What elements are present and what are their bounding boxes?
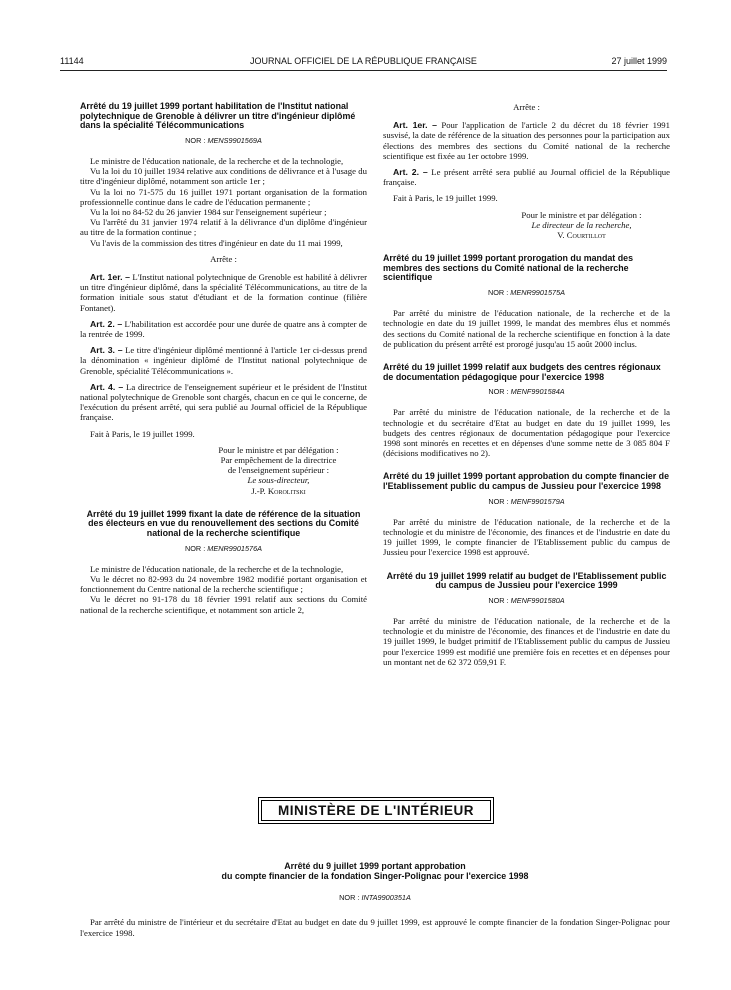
- paragraph: Par arrêté du ministre de l'éducation nationale, de la recherche et de la technologie en date du 19 juillet 1999, le mandat des membres élus et nommés des sections du Comité national de la recherche scientifique en fonction à la date de publication du présent arrêté est prorogé jusqu'au 15 août 2000 inclus.: [383, 308, 670, 349]
- paragraph: Par arrêté du ministre de l'éducation nationale, de la recherche et de la technologie et du secrétaire d'Etat au budget en date du 19 juillet 1999, les budgets des centres régionaux de documentation pédagogique pour l'exercice 1998 sont minorés en recettes et en dépenses d'une somme nette de 3 085 804 F (décisions modificatives no 2).: [383, 407, 670, 459]
- article: Art. 4. – La directrice de l'enseignement supérieur et le président de l'Institut national polytechnique de Grenoble sont chargés, chacun en ce qui le concerne, de l'exécution du présent arrêté, qui sera publié au Journal officiel de la République française.: [80, 381, 367, 423]
- paragraph: Le ministre de l'éducation nationale, de la recherche et de la technologie,: [90, 563, 344, 574]
- article: Art. 2. – Le présent arrêté sera publié au Journal officiel de la République française.: [383, 167, 670, 188]
- arrete-heading: Arrête :: [210, 253, 237, 264]
- signature-block: Pour le ministre et par délégation : Par empêchement de la directrice de l'enseignement supérieur : Le sous-directeur, J.-P. Korolitski: [218, 444, 339, 496]
- signing-place-date: Fait à Paris, le 19 juillet 1999.: [90, 428, 195, 439]
- decree-title: Arrêté du 19 juillet 1999 portant prorogation du mandat des membres des sections du Comité national de la recherche scientifique: [383, 253, 634, 283]
- decree-title: Arrêté du 19 juillet 1999 fixant la date de référence de la situation des électeurs en vue du renouvellement des sections du Comité national de la recherche scientifique: [86, 508, 361, 539]
- nor-reference: NOR : INTA9900351A: [339, 893, 411, 903]
- article: Art. 3. – Le titre d'ingénieur diplômé mentionné à l'article 1er ci-dessus prend la dénomination « ingénieur diplômé de l'Institut national polytechnique de Grenoble, spécialité Télécommunications ».: [80, 345, 367, 376]
- paragraph: Vu l'arrêté du 31 janvier 1974 relatif à la délivrance d'un diplôme d'ingénieur au titre de la formation continue ;: [80, 217, 367, 238]
- nor-reference: NOR : MENR9901575A: [487, 288, 566, 298]
- paragraph: Vu le décret no 91-178 du 18 février 1991 relatif aux sections du Comité national de la recherche scientifique, et notamment son article 2,: [80, 594, 367, 615]
- article: Art. 2. – L'habilitation est accordée pour une durée de quatre ans à compter de la rentrée de 1999.: [80, 318, 367, 340]
- decree-title: Arrêté du 19 juillet 1999 portant approbation du compte financier de l'Etablissement public du campus de Jussieu pour l'exercice 1998: [383, 471, 670, 492]
- page-number: 11144: [60, 56, 84, 66]
- left-column: [80, 102, 367, 615]
- nor-reference: NOR : MENS9901569A: [185, 135, 262, 145]
- decree-title: Arrêté du 19 juillet 1999 relatif aux budgets des centres régionaux de documentation pédagogique pour l'exercice 1998: [383, 362, 661, 382]
- ministry-heading: MINISTÈRE DE L'INTÉRIEUR: [258, 797, 494, 824]
- issue-date: 27 juillet 1999: [611, 56, 667, 66]
- paragraph: Par arrêté du ministre de l'intérieur et du secrétaire d'Etat au budget en date du 9 juillet 1999, est approuvé le compte financier de la fondation Singer-Polignac pour l'exercice 1998.: [80, 917, 670, 938]
- paragraph: Par arrêté du ministre de l'éducation nationale, de la recherche et de la technologie et du ministre de l'économie, des finances et de l'industrie en date du 19 juillet 1999, le compte financier de l'Etablissement public du campus de Jussieu pour l'exercice 1998 est approuvé.: [383, 516, 670, 558]
- nor-reference: NOR : MENF9901580A: [488, 595, 565, 605]
- paragraph: Vu le décret no 82-993 du 24 novembre 1982 modifié portant organisation et fonctionnement du Centre national de la recherche scientifique ;: [80, 574, 367, 595]
- arrete-heading: Arrête :: [513, 102, 540, 112]
- decree-title-line: du compte financier de la fondation Singer-Polignac pour l'exercice 1998: [221, 870, 529, 881]
- signature-block: Pour le ministre et par délégation : Le directeur de la recherche, V. Courtillot: [521, 209, 642, 241]
- article: Art. 1er. – Pour l'application de l'article 2 du décret du 18 février 1991 susvisé, la date de référence de la situation des personnes pour la participation aux élections des membres des sections du Comité national de la recherche scientifique est fixée au 1er octobre 1999.: [383, 120, 670, 161]
- paragraph: Vu la loi no 71-575 du 16 juillet 1971 portant organisation de la formation professionnelle continue dans le cadre de l'éducation permanente ;: [80, 186, 367, 207]
- paragraph: Vu l'avis de la commission des titres d'ingénieur en date du 11 mai 1999,: [90, 237, 343, 248]
- nor-reference: NOR : MENR9901576A: [184, 543, 263, 553]
- paragraph: Vu la loi no 84-52 du 26 janvier 1984 sur l'enseignement supérieur ;: [90, 207, 327, 217]
- journal-title: JOURNAL OFFICIEL DE LA RÉPUBLIQUE FRANÇAISE: [250, 56, 477, 66]
- paragraph: Vu la loi du 10 juillet 1934 relative aux conditions de délivrance et à l'usage du titre d'ingénieur diplômé, notamment son article 1er ;: [80, 166, 367, 187]
- nor-reference: NOR : MENF9901584A: [488, 387, 565, 397]
- decree-title: Arrêté du 19 juillet 1999 relatif au budget de l'Etablissement public du campus de Jussieu pour l'exercice 1999: [386, 570, 667, 591]
- bottom-section: [80, 862, 670, 938]
- right-column: [383, 102, 670, 667]
- decree-title: Arrêté du 19 juillet 1999 portant habilitation de l'Institut national polytechnique de Grenoble à délivrer un titre d'ingénieur diplômé dans la spécialité Télécommunications: [80, 101, 356, 131]
- paragraph: Par arrêté du ministre de l'éducation nationale, de la recherche et de la technologie et du ministre de l'économie, des finances et de l'industrie en date du 19 juillet 1999, le budget primitif de l'Etablissement public du campus de Jussieu pour l'exercice 1999 est modifié une première fois en recettes et en dépenses pour un montant net de 62 372 059,91 F.: [383, 616, 670, 667]
- page-header: [60, 56, 667, 70]
- article: Art. 1er. – L'Institut national polytechnique de Grenoble est habilité à délivrer un titre d'ingénieur diplômé, dans la spécialité Télécommunications, au titre de la formation initiale sous statut d'étudiant et de la formation continue (filière Fontanet).: [80, 272, 367, 313]
- signing-place-date: Fait à Paris, le 19 juillet 1999.: [393, 193, 498, 204]
- nor-reference: NOR : MENF9901579A: [488, 496, 565, 506]
- paragraph: Le ministre de l'éducation nationale, de la recherche et de la technologie,: [90, 155, 344, 166]
- header-rule: [60, 70, 667, 71]
- decree-title-line: Arrêté du 9 juillet 1999 portant approbation: [284, 861, 466, 871]
